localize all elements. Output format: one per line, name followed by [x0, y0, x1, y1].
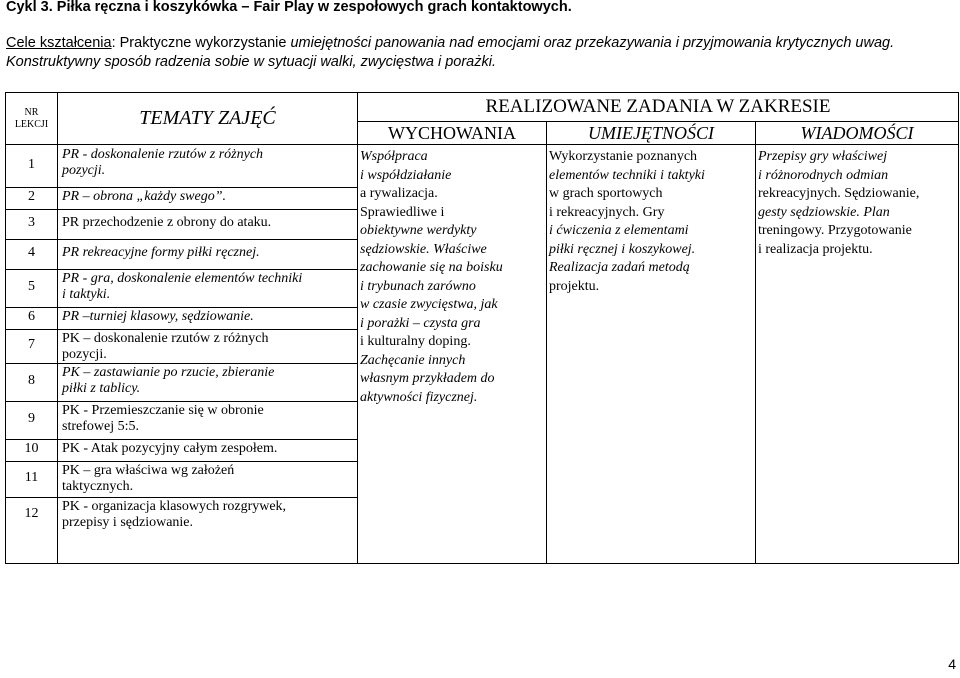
lesson-number: 3 [28, 215, 35, 230]
lesson-topic [58, 147, 263, 179]
lesson-topic-line1: PR rekreacyjne formy piłki ręcznej. [62, 245, 260, 260]
lesson-topic-line2: pozycji. [62, 347, 107, 362]
lesson-number: 12 [24, 506, 39, 521]
lesson-topic [58, 463, 234, 495]
lesson-topic-line2: przepisy i sędziowanie. [62, 515, 194, 530]
lesson-topic-line1: PK – doskonalenie rzutów z różnych [62, 331, 269, 346]
row-divider [6, 497, 57, 498]
lesson-topic [58, 441, 277, 457]
wychowania-line: Współpraca [360, 149, 428, 164]
wychowania-line: własnym przykładem do [360, 371, 495, 386]
lesson-number: 2 [28, 189, 35, 204]
lesson-topic [58, 403, 264, 435]
wiadomosci-line: treningowy. Przygotowanie [758, 223, 912, 238]
tematy-header: TEMATY ZAJĘĆ [58, 93, 358, 145]
wychowania-line: obiektywne werdykty [360, 223, 477, 238]
wychowania-line: Sprawiedliwe i [360, 204, 445, 220]
page-title: Cykl 3. Piłka ręczna i koszykówka – Fair Play w zespołowych grach kontaktowych. [6, 0, 572, 15]
lesson-topics-column [58, 145, 358, 564]
lesson-number: 9 [28, 411, 35, 426]
lesson-number: 1 [28, 157, 35, 172]
wiadomosci-line: gesty sędziowskie. Plan [758, 204, 890, 220]
row-divider [6, 307, 57, 308]
wiadomosci-line: Przepisy gry właściwej [758, 149, 888, 164]
umiejetnosci-line: piłki ręcznej i koszykowej. [549, 241, 696, 257]
wychowania-line: i trybunach zarówno [360, 278, 476, 294]
row-divider [58, 269, 357, 270]
lesson-topic [58, 189, 226, 205]
lesson-number: 8 [28, 373, 35, 388]
wychowania-line: i współdziałanie [360, 167, 452, 183]
wychowania-line: a rywalizacja. [360, 186, 438, 201]
umiejetnosci-line: i ćwiczenia z elementami [549, 223, 689, 238]
wiadomosci-line: rekreacyjnych. Sędziowanie, [758, 186, 920, 201]
row-divider [58, 363, 357, 364]
learning-goals [6, 34, 936, 72]
wiadomosci-line: i różnorodnych odmian [758, 167, 889, 183]
lesson-topic-line1: PK – gra właściwa wg założeń [62, 463, 235, 478]
lesson-topic-line1: PR - doskonalenie rzutów z różnych [62, 147, 264, 162]
lesson-numbers-column [6, 145, 58, 564]
lesson-topic-line2: i taktyki. [62, 287, 111, 302]
umiejetnosci-line: Wykorzystanie poznanych [549, 149, 698, 164]
lesson-topic-line2: strefowej 5:5. [62, 419, 139, 434]
lekcji-label: LEKCJI [14, 118, 49, 130]
wiadomosci-column [756, 145, 959, 564]
wychowania-line: sędziowskie. Właściwe [360, 241, 487, 257]
lesson-topic [58, 331, 268, 363]
page-number: 4 [948, 656, 956, 672]
wychowania-header: WYCHOWANIA [358, 122, 547, 145]
row-divider [58, 497, 357, 498]
lesson-number: 4 [28, 245, 35, 260]
umiejetnosci-line: Realizacja zadań metodą [549, 260, 690, 275]
lesson-topic-line1: PR –turniej klasowy, sędziowanie. [62, 309, 254, 324]
row-divider [58, 401, 357, 402]
row-divider [58, 307, 357, 308]
row-divider [6, 439, 57, 440]
row-divider [58, 187, 357, 188]
lesson-topic-line1: PK - Przemieszczanie się w obronie [62, 403, 264, 418]
lesson-number: 11 [24, 470, 39, 485]
lesson-topic-line1: PR - gra, doskonalenie elementów techniki [62, 271, 303, 286]
nr-lekcji-header [6, 93, 58, 145]
goals-text: : Praktyczne wykorzystanie [111, 35, 291, 51]
row-divider [58, 461, 357, 462]
lesson-topic-line1: PK - organizacja klasowych rozgrywek, [62, 499, 287, 514]
row-divider [6, 363, 57, 364]
lesson-topic [58, 309, 254, 325]
row-divider [58, 439, 357, 440]
lesson-topic [58, 271, 302, 303]
nr-label: NR [24, 106, 39, 118]
umiejetnosci-line: w grach sportowych [549, 186, 663, 201]
lesson-plan-table [5, 92, 959, 564]
row-divider [6, 187, 57, 188]
wychowania-line: zachowanie się na boisku [360, 260, 503, 275]
wychowania-line: w czasie zwycięstwa, jak [360, 297, 498, 312]
lesson-number: 5 [28, 279, 35, 294]
wiadomosci-line: i realizacja projektu. [758, 241, 873, 257]
row-divider [6, 269, 57, 270]
lesson-topic-line2: piłki z tablicy. [62, 381, 141, 396]
lesson-topic [58, 365, 274, 397]
row-divider [6, 209, 57, 210]
lesson-topic-line1: PR – obrona „każdy swego”. [62, 189, 226, 204]
lesson-topic-line2: taktycznych. [62, 479, 134, 494]
goals-text-line2: Konstruktywny sposób radzenia sobie w sytuacji walki, zwycięstwa i porażki. [6, 54, 496, 70]
wychowania-line: aktywności fizycznej. [360, 389, 478, 405]
umiejetnosci-line: projektu. [549, 278, 600, 294]
row-divider [58, 209, 357, 210]
wychowania-line: i kulturalny doping. [360, 334, 471, 349]
lesson-topic-line1: PR przechodzenie z obrony do ataku. [62, 215, 272, 230]
lesson-topic-line1: PK – zastawianie po rzucie, zbieranie [62, 365, 275, 380]
row-divider [6, 401, 57, 402]
lesson-number: 7 [28, 337, 35, 352]
umiejetnosci-line: i rekreacyjnych. Gry [549, 204, 665, 220]
row-divider [6, 461, 57, 462]
row-divider [6, 329, 57, 330]
lesson-topic-line2: pozycji. [62, 163, 106, 178]
lesson-number: 6 [28, 309, 35, 324]
lesson-number: 10 [24, 441, 39, 456]
wychowania-line: i porażki – czysta gra [360, 315, 481, 331]
goals-text-italic: umiejętności panowania nad emocjami oraz przekazywania i przyjmowania krytycznych uwag. [290, 35, 895, 51]
row-divider [58, 329, 357, 330]
lesson-topic [58, 215, 271, 231]
lesson-topic-line1: PK - Atak pozycyjny całym zespołem. [62, 441, 278, 456]
row-divider [6, 239, 57, 240]
goals-label: Cele kształcenia [6, 35, 112, 51]
wiadomosci-header: WIADOMOŚCI [756, 122, 959, 145]
umiejetnosci-column [547, 145, 756, 564]
lesson-topic [58, 499, 286, 531]
realizowane-header: REALIZOWANE ZADANIA W ZAKRESIE [358, 93, 959, 122]
row-divider [58, 239, 357, 240]
lesson-topic [58, 245, 260, 261]
wychowania-line: Zachęcanie innych [360, 352, 466, 368]
umiejetnosci-line: elementów techniki i taktyki [549, 167, 705, 183]
umiejetnosci-header: UMIEJĘTNOŚCI [547, 122, 756, 145]
wychowania-column [358, 145, 547, 564]
